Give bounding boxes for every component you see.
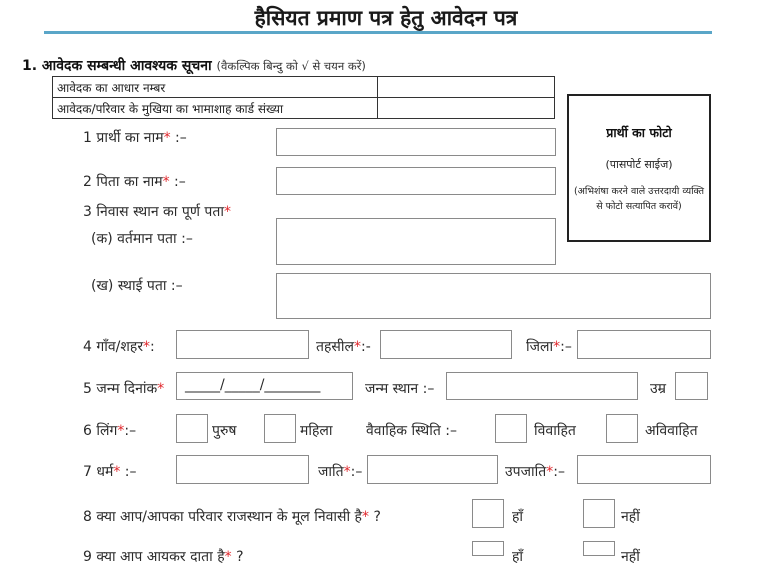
section-heading — [22, 56, 366, 75]
photo-box[interactable] — [567, 94, 711, 242]
age-input[interactable] — [675, 372, 708, 400]
photo-note: (अभिशंषा करने वाले उत्तरदायी व्यक्ति से फोटो सत्यापित करावें) — [573, 186, 705, 212]
tehsil-label: तहसील*:- — [316, 339, 371, 355]
religion-input[interactable] — [176, 455, 309, 484]
village-city-label: 4 गाँव/शहर*: — [83, 339, 155, 355]
male-label: पुरुष — [212, 423, 237, 439]
female-checkbox[interactable] — [264, 414, 296, 443]
caste-input[interactable] — [367, 455, 498, 484]
gender-label: 6 लिंग*:– — [83, 423, 137, 439]
age-label: उम्र — [650, 381, 667, 397]
birthplace-label: जन्म स्थान :– — [365, 381, 435, 397]
photo-title: प्रार्थी का फोटो — [606, 125, 672, 140]
section-note: (वैकल्पिक बिन्दु को √ से चयन करें) — [216, 59, 366, 73]
native-yes-label: हाँ — [512, 509, 524, 525]
subcaste-input[interactable] — [577, 455, 711, 484]
bhamashah-input[interactable] — [378, 98, 555, 119]
dob-blank: _____/_____/________ — [185, 377, 321, 393]
q9-no-label: नहीं — [621, 549, 640, 565]
district-label: जिला*:– — [526, 339, 572, 355]
native-no-label: नहीं — [621, 509, 640, 525]
applicant-name-label: 1 प्रार्थी का नाम* :– — [83, 130, 187, 146]
current-address-label: (क) वर्तमान पता :– — [91, 231, 193, 247]
caste-label: जाति*:– — [318, 464, 363, 480]
native-yes-checkbox[interactable] — [472, 499, 504, 528]
q9-yes-label: हाँ — [512, 549, 524, 565]
unmarried-label: अविवाहित — [645, 423, 698, 439]
page-title: हैसियत प्रमाण पत्र हेतु आवेदन पत्र — [254, 6, 518, 30]
current-address-input[interactable] — [276, 218, 556, 265]
married-label: विवाहित — [534, 423, 576, 439]
full-address-label: 3 निवास स्थान का पूर्ण पता* — [83, 204, 231, 220]
aadhaar-label: आवेदक का आधार नम्बर — [53, 77, 378, 98]
photo-size: (पासपोर्ट साईज) — [605, 158, 673, 171]
dob-label: 5 जन्म दिनांक* — [83, 381, 165, 397]
bhamashah-label: आवेदक/परिवार के मुखिया का भामाशाह कार्ड संख्या — [53, 98, 378, 119]
village-city-input[interactable] — [176, 330, 309, 359]
father-name-input[interactable] — [276, 167, 556, 195]
marital-status-label: वैवाहिक स्थिति :– — [366, 423, 457, 439]
male-checkbox[interactable] — [176, 414, 208, 443]
father-name-label: 2 पिता का नाम* :– — [83, 174, 186, 190]
district-input[interactable] — [577, 330, 711, 359]
birthplace-input[interactable] — [446, 372, 638, 400]
applicant-name-input[interactable] — [276, 128, 556, 156]
title-divider — [44, 31, 712, 34]
permanent-address-input[interactable] — [276, 273, 711, 319]
religion-label: 7 धर्म* :– — [83, 464, 137, 480]
native-question-label: 8 क्या आप/आपका परिवार राजस्थान के मूल निवासी है* ? — [83, 509, 381, 525]
married-checkbox[interactable] — [495, 414, 527, 443]
native-no-checkbox[interactable] — [583, 499, 615, 528]
q9-label: 9 क्या आप आयकर दाता है* ? — [83, 549, 244, 565]
dob-input[interactable] — [176, 372, 353, 400]
id-table — [52, 76, 555, 119]
unmarried-checkbox[interactable] — [606, 414, 638, 443]
q9-yes-checkbox[interactable] — [472, 541, 504, 556]
subcaste-label: उपजाति*:– — [505, 464, 565, 480]
q9-no-checkbox[interactable] — [583, 541, 615, 556]
tehsil-input[interactable] — [380, 330, 512, 359]
section-heading-text: 1. आवेदक सम्बन्धी आवश्यक सूचना — [22, 58, 212, 74]
female-label: महिला — [300, 423, 333, 439]
aadhaar-input[interactable] — [378, 77, 555, 98]
permanent-address-label: (ख) स्थाई पता :– — [91, 278, 183, 294]
